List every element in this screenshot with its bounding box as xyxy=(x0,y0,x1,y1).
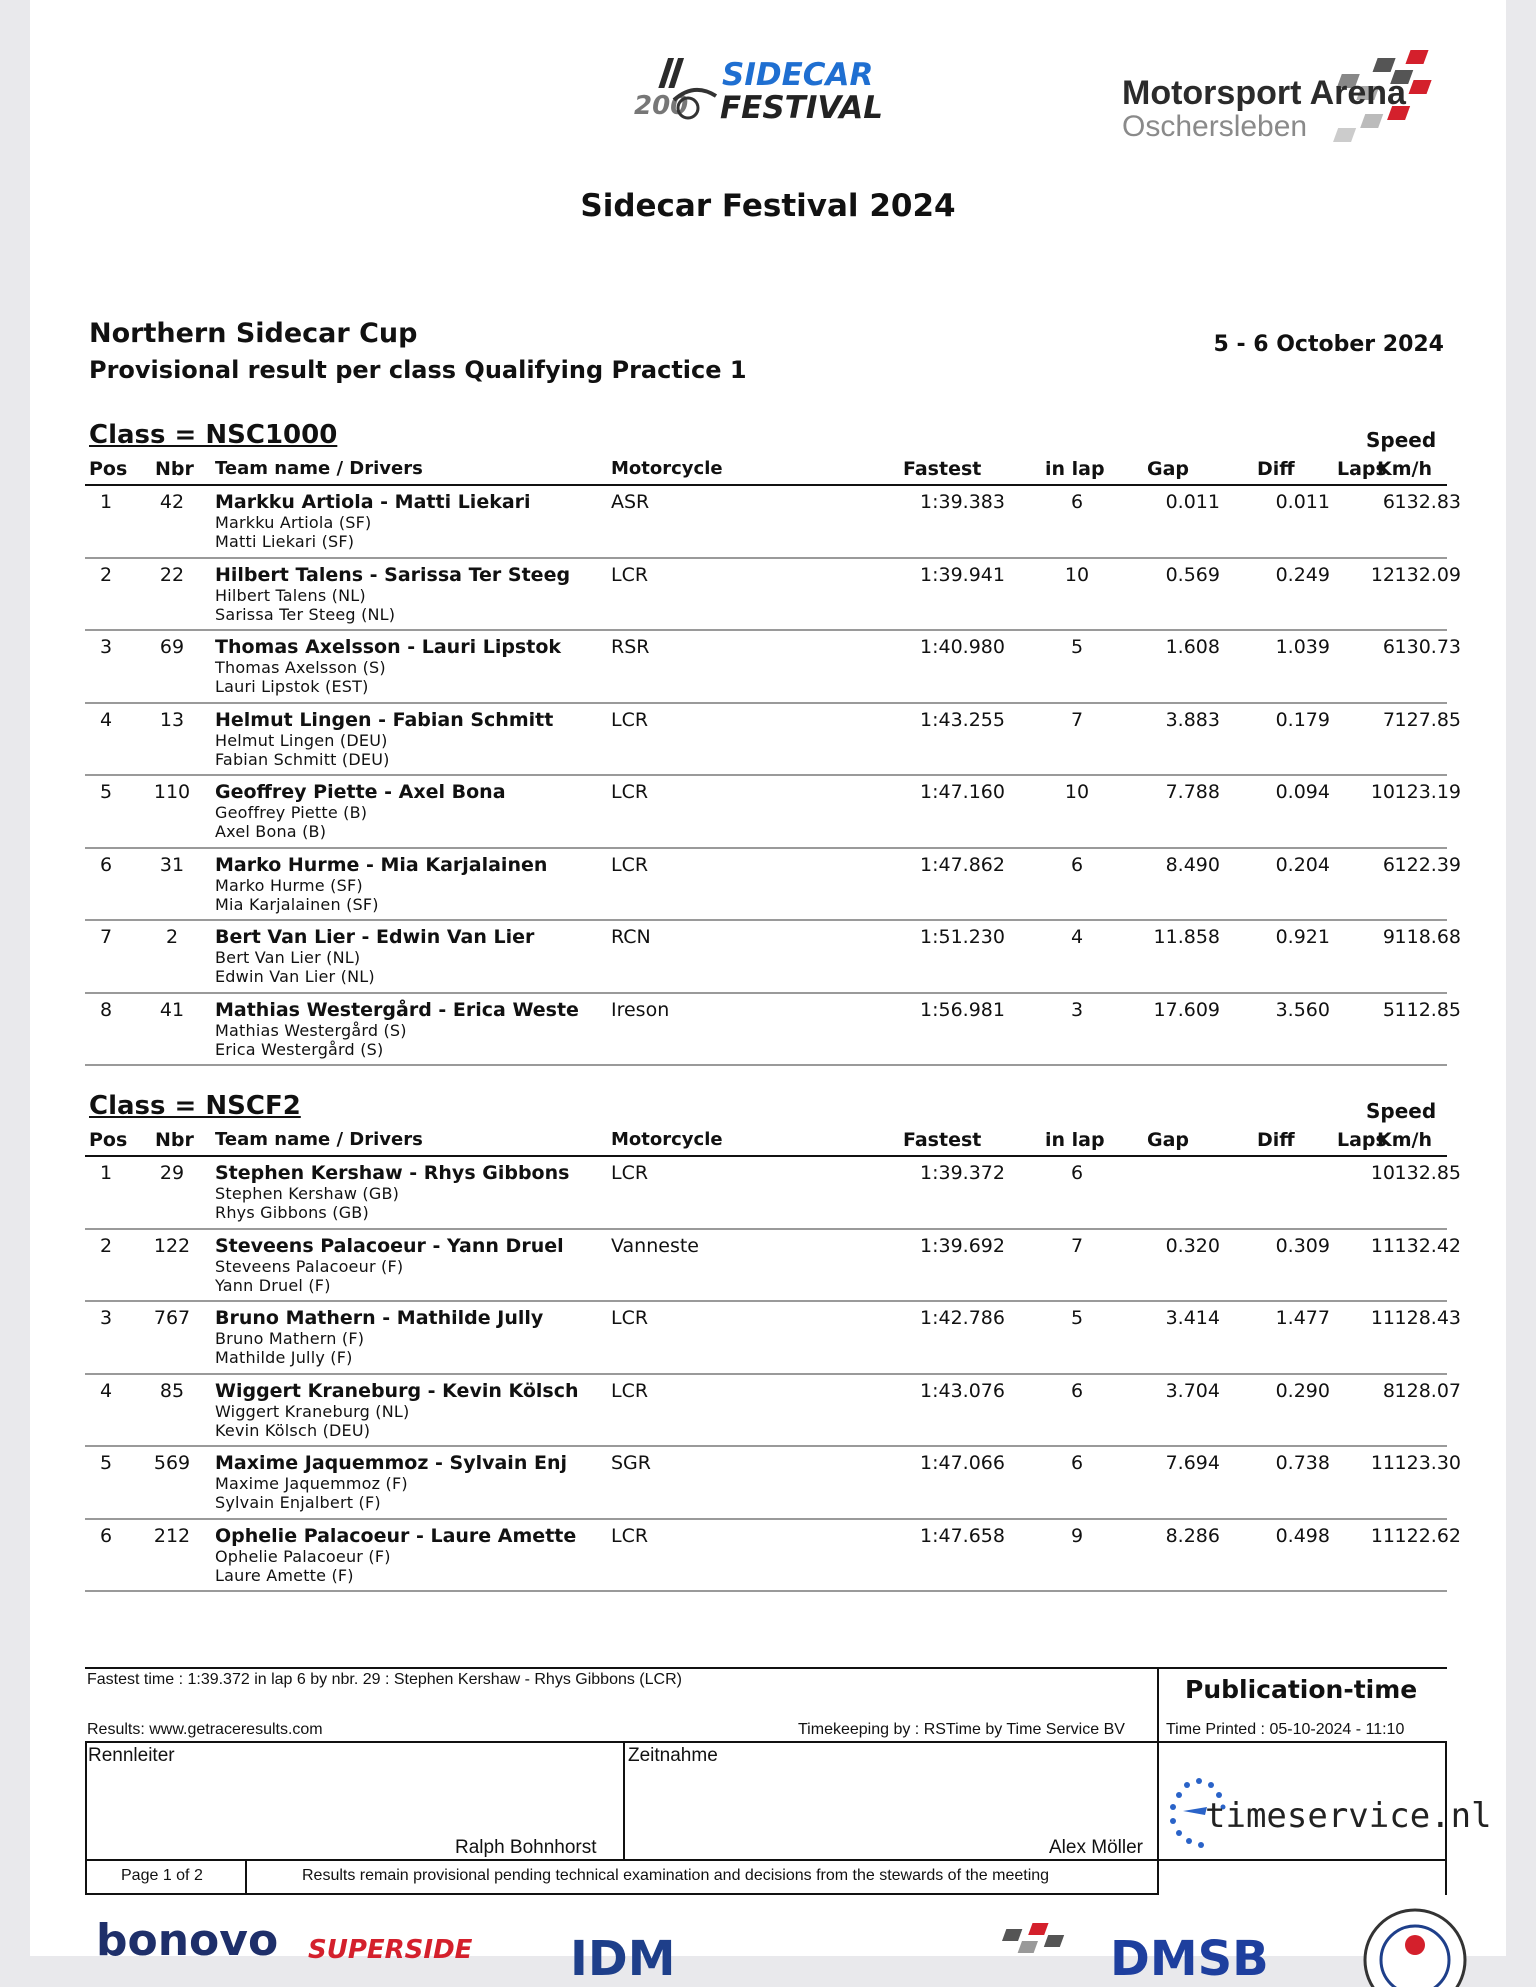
driver-1: Ophelie Palacoeur (F) xyxy=(215,1546,391,1566)
arena-logo-line2: Oschersleben xyxy=(1122,110,1308,143)
cell-fastest: 1:39.383 xyxy=(920,491,1005,513)
cell-pos: 7 xyxy=(99,926,113,948)
cell-motorcycle: LCR xyxy=(611,853,649,876)
result-rows xyxy=(85,486,1461,1066)
cell-inlap: 3 xyxy=(1070,998,1084,1021)
rennleiter-name: Ralph Bohnhorst xyxy=(455,1837,597,1858)
cell-pos: 1 xyxy=(99,491,113,513)
session-subtitle: Provisional result per class Qualifying Practice 1 xyxy=(89,356,747,384)
sponsor-bonovo: bonovo xyxy=(96,1915,279,1966)
cell-laps: 11 xyxy=(1370,1524,1395,1547)
fastest-time-summary: Fastest time : 1:39.372 in lap 6 by nbr. 29 : Stephen Kershaw - Rhys Gibbons (LCR) xyxy=(87,1671,682,1688)
cell-diff: 0.094 xyxy=(1275,781,1330,803)
cell-speed: 132.42 xyxy=(1394,1234,1461,1257)
cell-gap: 0.320 xyxy=(1165,1234,1220,1257)
cell-pos: 6 xyxy=(99,1524,113,1547)
results-document xyxy=(30,0,1506,1987)
cell-motorcycle: RSR xyxy=(611,636,650,658)
team-name: Bruno Mathern - Mathilde Jully xyxy=(215,1307,544,1329)
col-speed: Km/h xyxy=(1377,1129,1432,1151)
cell-laps: 6 xyxy=(1382,853,1395,876)
cell-speed: 128.07 xyxy=(1394,1379,1461,1402)
cell-laps: 11 xyxy=(1370,1234,1395,1257)
driver-2: Rhys Gibbons (GB) xyxy=(215,1203,369,1222)
cell-team xyxy=(215,709,595,769)
driver-2: Yann Druel (F) xyxy=(215,1275,331,1295)
col-inlap: in lap xyxy=(1045,1129,1105,1151)
cell-speed: 123.30 xyxy=(1394,1452,1461,1474)
col-gap: Gap xyxy=(1147,1129,1190,1151)
cell-speed: 132.85 xyxy=(1394,1162,1461,1184)
table-row xyxy=(85,704,1461,777)
cell-inlap: 7 xyxy=(1070,1234,1084,1257)
cell-team xyxy=(215,1235,595,1295)
cell-team xyxy=(215,1380,595,1440)
driver-1: Helmut Lingen (DEU) xyxy=(215,730,388,750)
team-name: Maxime Jaquemmoz - Sylvain Enj xyxy=(215,1452,567,1474)
cell-laps: 5 xyxy=(1382,998,1395,1021)
driver-2: Sylvain Enjalbert (F) xyxy=(215,1493,381,1512)
cell-team xyxy=(215,1162,595,1222)
cell-inlap: 5 xyxy=(1070,1307,1084,1329)
cell-fastest: 1:56.981 xyxy=(920,998,1005,1021)
cell-team xyxy=(215,781,595,841)
cell-diff: 0.498 xyxy=(1275,1524,1330,1547)
cell-team xyxy=(215,1307,595,1367)
col-pos: Pos xyxy=(89,458,128,480)
timekeeping-credit: Timekeeping by : RSTime by Time Service BV xyxy=(798,1721,1125,1738)
page-number: Page 1 of 2 xyxy=(121,1867,203,1884)
sidecar-logo-badge: 200 xyxy=(634,91,689,121)
driver-1: Wiggert Kraneburg (NL) xyxy=(215,1401,410,1421)
table-row xyxy=(85,486,1461,559)
event-date: 5 - 6 October 2024 xyxy=(1213,332,1444,357)
cell-pos: 5 xyxy=(99,781,113,803)
cell-diff: 1.039 xyxy=(1275,636,1330,658)
sponsor-dmsb: DMSB xyxy=(1110,1931,1269,1987)
team-name: Markku Artiola - Matti Liekari xyxy=(215,491,531,513)
team-name: Hilbert Talens - Sarissa Ter Steeg xyxy=(215,563,571,586)
team-name: Wiggert Kraneburg - Kevin Kölsch xyxy=(215,1379,579,1402)
cell-diff: 3.560 xyxy=(1275,998,1330,1021)
cell-fastest: 1:40.980 xyxy=(920,636,1005,658)
driver-2: Laure Amette (F) xyxy=(215,1565,354,1585)
cell-diff: 1.477 xyxy=(1275,1307,1330,1329)
timeservice-logo xyxy=(1161,1767,1492,1855)
cell-pos: 4 xyxy=(99,708,113,731)
team-name: Ophelie Palacoeur - Laure Amette xyxy=(215,1524,577,1547)
cell-laps: 6 xyxy=(1382,491,1395,513)
cell-nbr: 212 xyxy=(153,1524,191,1547)
table-row xyxy=(85,1447,1461,1520)
col-speed: Km/h xyxy=(1377,458,1432,480)
cell-diff: 0.249 xyxy=(1275,563,1330,586)
col-laps: Laps xyxy=(1337,1129,1387,1151)
cell-nbr: 569 xyxy=(153,1452,191,1474)
team-name: Helmut Lingen - Fabian Schmitt xyxy=(215,708,554,731)
sponsor-idm: IDM xyxy=(570,1931,676,1987)
cell-speed: 122.62 xyxy=(1394,1524,1461,1547)
team-name: Geoffrey Piette - Axel Bona xyxy=(215,781,506,803)
table-row xyxy=(85,631,1461,704)
col-diff: Diff xyxy=(1257,458,1295,480)
cell-gap: 11.858 xyxy=(1153,926,1220,948)
cell-inlap: 4 xyxy=(1070,926,1084,948)
results-footer xyxy=(85,1667,1492,1897)
col-inlap: in lap xyxy=(1045,458,1105,480)
event-title: Sidecar Festival 2024 xyxy=(580,188,956,224)
cell-speed: 112.85 xyxy=(1394,998,1461,1021)
arena-logo-line1: Motorsport Arena xyxy=(1122,74,1406,112)
class-title: Class = NSC1000 xyxy=(89,420,338,450)
cell-laps: 11 xyxy=(1370,1307,1395,1329)
cell-fastest: 1:42.786 xyxy=(920,1307,1005,1329)
cell-inlap: 6 xyxy=(1070,491,1084,513)
col-diff: Diff xyxy=(1257,1129,1295,1151)
cell-diff: 0.309 xyxy=(1275,1234,1330,1257)
cell-laps: 8 xyxy=(1382,1379,1395,1402)
cell-inlap: 10 xyxy=(1064,563,1090,586)
team-name: Bert Van Lier - Edwin Van Lier xyxy=(215,926,535,948)
cell-gap: 1.608 xyxy=(1165,636,1220,658)
cell-fastest: 1:47.160 xyxy=(920,781,1005,803)
cell-pos: 3 xyxy=(99,1307,113,1329)
cell-fastest: 1:43.255 xyxy=(920,708,1005,731)
cell-nbr: 85 xyxy=(159,1379,185,1402)
cell-nbr: 69 xyxy=(159,636,185,658)
speed-header-top: Speed xyxy=(1366,428,1437,452)
driver-2: Axel Bona (B) xyxy=(215,822,327,841)
publication-time-title: Publication-time xyxy=(1185,1675,1418,1704)
table-header xyxy=(85,454,1447,486)
cell-pos: 4 xyxy=(99,1379,113,1402)
result-rows xyxy=(85,1157,1461,1592)
cell-motorcycle: LCR xyxy=(611,1307,649,1329)
time-printed: Time Printed : 05-10-2024 - 11:10 xyxy=(1166,1721,1405,1738)
cell-inlap: 6 xyxy=(1070,853,1084,876)
cell-pos: 8 xyxy=(99,998,113,1021)
checkered-flag-icon xyxy=(990,1919,1110,1959)
driver-2: Lauri Lipstok (EST) xyxy=(215,677,369,696)
col-motorcycle: Motorcycle xyxy=(611,458,723,479)
cell-gap: 0.011 xyxy=(1165,491,1220,513)
cell-laps: 7 xyxy=(1382,708,1395,731)
driver-2: Fabian Schmitt (DEU) xyxy=(215,749,390,769)
cell-speed: 123.19 xyxy=(1394,781,1461,803)
table-row xyxy=(85,1375,1461,1448)
sidecar-festival-logo xyxy=(630,52,930,124)
cell-fastest: 1:51.230 xyxy=(920,926,1005,948)
driver-2: Erica Westergård (S) xyxy=(215,1039,384,1059)
cell-diff: 0.204 xyxy=(1275,853,1330,876)
cell-motorcycle: LCR xyxy=(611,1524,649,1547)
col-laps: Laps xyxy=(1337,458,1387,480)
cell-motorcycle: LCR xyxy=(611,1379,649,1402)
driver-2: Kevin Kölsch (DEU) xyxy=(215,1420,371,1440)
timeservice-logo-text: timeservice.nl xyxy=(1205,1796,1492,1836)
cell-team xyxy=(215,854,595,914)
cell-fastest: 1:47.066 xyxy=(920,1452,1005,1474)
cell-motorcycle: SGR xyxy=(611,1452,651,1474)
driver-2: Matti Liekari (SF) xyxy=(215,532,355,551)
col-nbr: Nbr xyxy=(155,1129,194,1151)
cell-nbr: 122 xyxy=(153,1234,191,1257)
col-motorcycle: Motorcycle xyxy=(611,1129,723,1150)
team-name: Marko Hurme - Mia Karjalainen xyxy=(215,853,548,876)
results-url: Results: www.getraceresults.com xyxy=(87,1721,323,1738)
driver-1: Marko Hurme (SF) xyxy=(215,875,363,895)
cell-nbr: 41 xyxy=(159,998,185,1021)
cell-fastest: 1:39.692 xyxy=(920,1234,1005,1257)
cell-nbr: 13 xyxy=(159,708,185,731)
col-fastest: Fastest xyxy=(903,458,982,480)
cell-fastest: 1:43.076 xyxy=(920,1379,1005,1402)
cell-nbr: 2 xyxy=(165,926,179,948)
cell-speed: 132.09 xyxy=(1394,563,1461,586)
cell-laps: 12 xyxy=(1370,563,1395,586)
table-row xyxy=(85,921,1461,994)
cell-inlap: 7 xyxy=(1070,708,1084,731)
cell-pos: 2 xyxy=(99,563,113,586)
cell-nbr: 31 xyxy=(159,853,185,876)
col-gap: Gap xyxy=(1147,458,1190,480)
cell-gap: 0.569 xyxy=(1165,563,1220,586)
cell-team xyxy=(215,636,595,696)
cell-team xyxy=(215,491,595,551)
cell-nbr: 767 xyxy=(153,1307,191,1329)
cell-motorcycle: RCN xyxy=(611,926,651,948)
cell-pos: 2 xyxy=(99,1234,113,1257)
table-row xyxy=(85,1302,1461,1375)
driver-2: Edwin Van Lier (NL) xyxy=(215,967,375,986)
cell-laps: 10 xyxy=(1370,1162,1395,1184)
sponsor-superside: SUPERSIDE xyxy=(308,1935,473,1965)
cell-team xyxy=(215,999,595,1059)
team-name: Steveens Palacoeur - Yann Druel xyxy=(215,1234,564,1257)
team-name: Stephen Kershaw - Rhys Gibbons xyxy=(215,1162,570,1184)
cell-speed: 132.83 xyxy=(1394,491,1461,513)
driver-1: Thomas Axelsson (S) xyxy=(215,658,386,677)
driver-2: Mathilde Jully (F) xyxy=(215,1348,353,1367)
cell-speed: 130.73 xyxy=(1394,636,1461,658)
cell-motorcycle: Vanneste xyxy=(611,1234,699,1257)
cell-inlap: 6 xyxy=(1070,1162,1084,1184)
braunschweig-club-badge xyxy=(1360,1905,1470,1965)
cell-nbr: 42 xyxy=(159,491,185,513)
cell-inlap: 9 xyxy=(1070,1524,1084,1547)
cell-team xyxy=(215,564,595,624)
cell-fastest: 1:39.941 xyxy=(920,563,1005,586)
cell-fastest: 1:47.658 xyxy=(920,1524,1005,1547)
table-row xyxy=(85,994,1461,1067)
cell-speed: 127.85 xyxy=(1394,708,1461,731)
cell-laps: 10 xyxy=(1370,781,1395,803)
cell-speed: 118.68 xyxy=(1394,926,1461,948)
cell-gap: 3.414 xyxy=(1165,1307,1220,1329)
cell-laps: 9 xyxy=(1382,926,1395,948)
col-fastest: Fastest xyxy=(903,1129,982,1151)
zeitnahme-label: Zeitnahme xyxy=(628,1745,718,1766)
col-nbr: Nbr xyxy=(155,458,194,480)
zeitnahme-name: Alex Möller xyxy=(1049,1837,1143,1858)
cell-pos: 6 xyxy=(99,853,113,876)
cell-nbr: 29 xyxy=(159,1162,185,1184)
cell-laps: 6 xyxy=(1382,636,1395,658)
cell-fastest: 1:47.862 xyxy=(920,853,1005,876)
motorsport-arena-logo xyxy=(1120,46,1460,150)
class-title: Class = NSCF2 xyxy=(89,1091,301,1121)
cell-nbr: 22 xyxy=(159,563,185,586)
sidecar-logo-line1: SIDECAR xyxy=(722,57,874,93)
sponsor-strip xyxy=(30,1905,1506,1987)
cell-motorcycle: LCR xyxy=(611,1162,649,1184)
cell-inlap: 10 xyxy=(1064,781,1090,803)
driver-2: Sarissa Ter Steeg (NL) xyxy=(215,604,396,624)
team-name: Mathias Westergård - Erica Weste xyxy=(215,998,579,1021)
table-header xyxy=(85,1125,1447,1157)
driver-1: Markku Artiola (SF) xyxy=(215,513,372,532)
speed-header-top: Speed xyxy=(1366,1099,1437,1123)
cell-motorcycle: Ireson xyxy=(611,998,670,1021)
cell-speed: 128.43 xyxy=(1394,1307,1461,1329)
driver-1: Bert Van Lier (NL) xyxy=(215,948,361,967)
cell-gap: 7.788 xyxy=(1165,781,1220,803)
rennleiter-label: Rennleiter xyxy=(88,1745,175,1766)
cell-team xyxy=(215,1452,595,1512)
cell-gap: 3.883 xyxy=(1165,708,1220,731)
provisional-disclaimer: Results remain provisional pending technical examination and decisions from the stewards of the meeting xyxy=(302,1867,1050,1884)
cell-gap: 3.704 xyxy=(1165,1379,1220,1402)
cell-inlap: 6 xyxy=(1070,1379,1084,1402)
cell-motorcycle: LCR xyxy=(611,781,649,803)
cell-motorcycle: LCR xyxy=(611,708,649,731)
table-row xyxy=(85,1230,1461,1303)
cell-pos: 3 xyxy=(99,636,113,658)
driver-1: Stephen Kershaw (GB) xyxy=(215,1184,400,1203)
cell-diff: 0.738 xyxy=(1275,1452,1330,1474)
col-pos: Pos xyxy=(89,1129,128,1151)
cell-diff: 0.179 xyxy=(1275,708,1330,731)
cell-gap: 17.609 xyxy=(1153,998,1220,1021)
table-row xyxy=(85,559,1461,632)
cell-speed: 122.39 xyxy=(1394,853,1461,876)
cell-gap: 8.490 xyxy=(1165,853,1220,876)
cell-team xyxy=(215,1525,595,1585)
cell-inlap: 6 xyxy=(1070,1452,1084,1474)
driver-1: Maxime Jaquemmoz (F) xyxy=(215,1474,408,1493)
cell-fastest: 1:39.372 xyxy=(920,1162,1005,1184)
table-row xyxy=(85,776,1461,849)
cell-motorcycle: LCR xyxy=(611,563,649,586)
driver-2: Mia Karjalainen (SF) xyxy=(215,894,379,914)
cell-laps: 11 xyxy=(1370,1452,1395,1474)
cell-team xyxy=(215,926,595,986)
table-row xyxy=(85,849,1461,922)
cell-motorcycle: ASR xyxy=(611,491,650,513)
col-team: Team name / Drivers xyxy=(215,458,423,479)
col-team: Team name / Drivers xyxy=(215,1129,423,1150)
driver-1: Steveens Palacoeur (F) xyxy=(215,1256,404,1276)
cell-diff: 0.290 xyxy=(1275,1379,1330,1402)
table-row xyxy=(85,1157,1461,1230)
cell-pos: 1 xyxy=(99,1162,113,1184)
driver-1: Hilbert Talens (NL) xyxy=(215,585,366,605)
driver-1: Bruno Mathern (F) xyxy=(215,1329,365,1348)
table-row xyxy=(85,1520,1461,1593)
cell-pos: 5 xyxy=(99,1452,113,1474)
team-name: Thomas Axelsson - Lauri Lipstok xyxy=(215,636,562,658)
driver-1: Mathias Westergård (S) xyxy=(215,1020,407,1040)
sidecar-logo-line2: FESTIVAL xyxy=(720,90,883,126)
cell-diff: 0.921 xyxy=(1275,926,1330,948)
cell-diff: 0.011 xyxy=(1275,491,1330,513)
driver-1: Geoffrey Piette (B) xyxy=(215,803,368,822)
cell-nbr: 110 xyxy=(153,781,191,803)
cell-inlap: 5 xyxy=(1070,636,1084,658)
cell-gap: 7.694 xyxy=(1165,1452,1220,1474)
cup-title: Northern Sidecar Cup xyxy=(89,318,418,349)
cell-gap: 8.286 xyxy=(1165,1524,1220,1547)
